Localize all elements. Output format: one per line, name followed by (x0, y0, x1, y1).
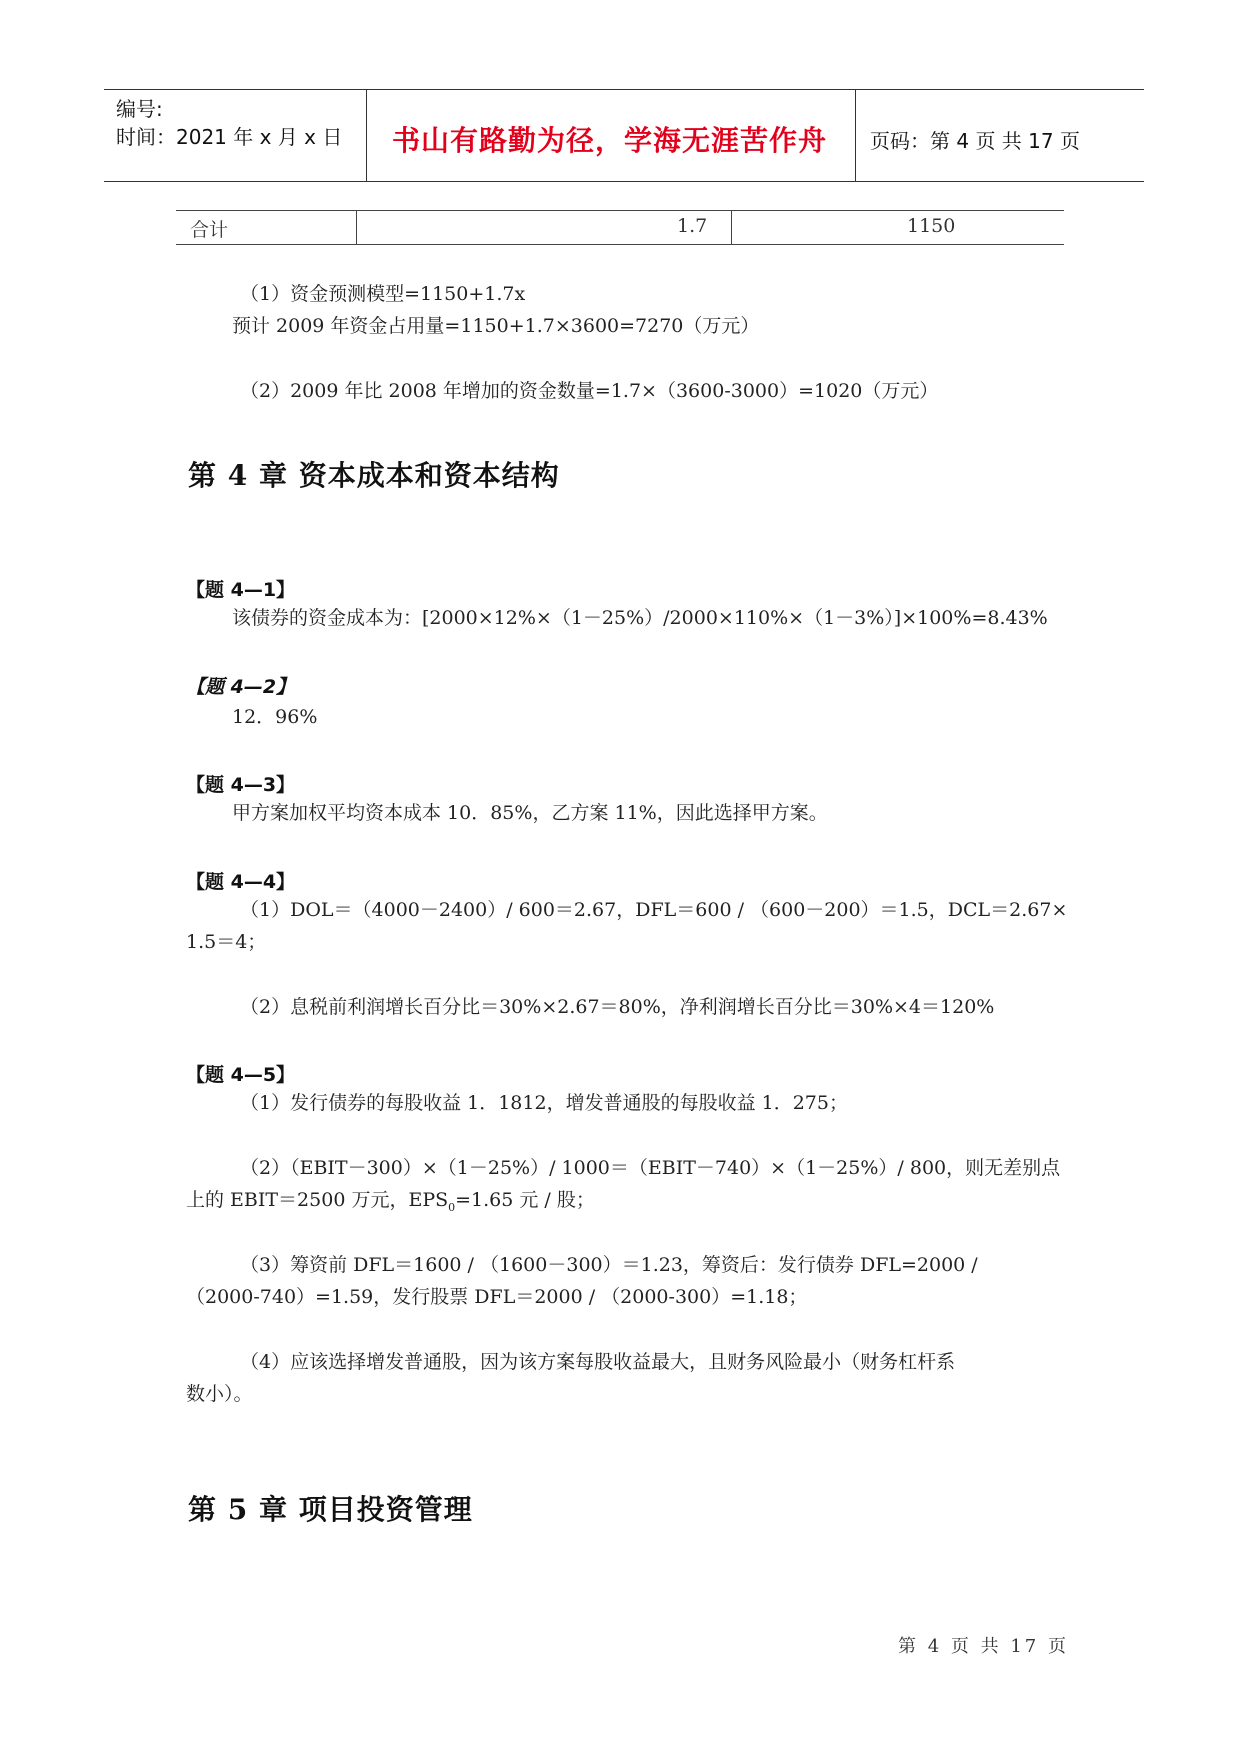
header-bottom-rule (104, 181, 1144, 182)
header-motto: 书山有路勤为径，学海无涯苦作舟 (392, 124, 828, 157)
table-bottom-rule (176, 244, 1064, 245)
answer-line: （2000-740）=1.59，发行股票 DFL＝2000 / （2000-300）=1.18； (186, 1286, 808, 1308)
answer-text: 上的 EBIT＝2500 万元，EPS (186, 1189, 449, 1211)
answer-line: （3）筹资前 DFL＝1600 / （1600－300）＝1.23，筹资后：发行债券 DFL=2000 / (240, 1254, 978, 1276)
answer-line: （2）息税前利润增长百分比＝30%×2.67＝80%，净利润增长百分比＝30%×4＝120% (240, 996, 995, 1018)
answer-line: （1）DOL＝（4000－2400）/ 600＝2.67，DFL＝600 / （600－200）＝1.5，DCL＝2.67× (240, 899, 1068, 921)
question-title: 【题 4—5】 (186, 1064, 296, 1086)
page-footer: 第 4 页 共 17 页 (898, 1636, 1069, 1657)
answer-line: （2）2009 年比 2008 年增加的资金数量=1.7×（3600-3000）=1020（万元） (240, 380, 939, 402)
doc-number-label: 编号: (116, 97, 163, 121)
table-row-label: 合计 (190, 219, 229, 241)
answer-line: （2）（EBIT－300）×（1－25%）/ 1000＝（EBIT－740）×（1－25%）/ 800，则无差别点 (240, 1157, 1061, 1179)
answer-line: 该债券的资金成本为：[2000×12%×（1－25%）/2000×110%×（1－3%）]×100%=8.43% (232, 607, 1048, 629)
header-divider-right (855, 89, 856, 182)
answer-line: 12．96% (232, 706, 318, 728)
answer-line (186, 1187, 595, 1221)
question-title: 【题 4—4】 (186, 871, 296, 893)
question-title: 【题 4—3】 (186, 774, 296, 796)
table-top-rule (176, 210, 1064, 211)
answer-line: （1）发行债券的每股收益 1．1812，增发普通股的每股收益 1．275； (240, 1092, 848, 1114)
question-title: 【题 4—2】 (186, 676, 296, 698)
header-page-label: 页码：第 4 页 共 17 页 (870, 129, 1080, 153)
doc-time-label: 时间：2021 年 x 月 x 日 (116, 125, 343, 149)
chapter-title: 第 4 章 资本成本和资本结构 (188, 459, 560, 492)
table-cell-constant: 1150 (907, 215, 956, 237)
answer-line: （4）应该选择增发普通股，因为该方案每股收益最大，且财务风险最小（财务杠杆系 (240, 1351, 956, 1373)
table-cell-coefficient: 1.7 (677, 215, 708, 237)
table-col-divider-1 (356, 210, 357, 244)
subscript: 0 (448, 1200, 456, 1214)
answer-line: 预计 2009 年资金占用量=1150+1.7×3600=7270（万元） (232, 315, 760, 337)
answer-line: 甲方案加权平均资本成本 10．85%，乙方案 11%，因此选择甲方案。 (232, 802, 828, 824)
question-title: 【题 4—1】 (186, 579, 296, 601)
table-col-divider-2 (731, 210, 732, 244)
chapter-title: 第 5 章 项目投资管理 (188, 1493, 473, 1526)
answer-line: 数小）。 (186, 1383, 253, 1405)
header-divider-left (366, 89, 367, 182)
header-top-rule (104, 89, 1144, 90)
answer-text: =1.65 元 / 股； (455, 1189, 595, 1211)
answer-line: 1.5＝4； (186, 931, 267, 953)
answer-line: （1）资金预测模型=1150+1.7x (240, 283, 526, 305)
